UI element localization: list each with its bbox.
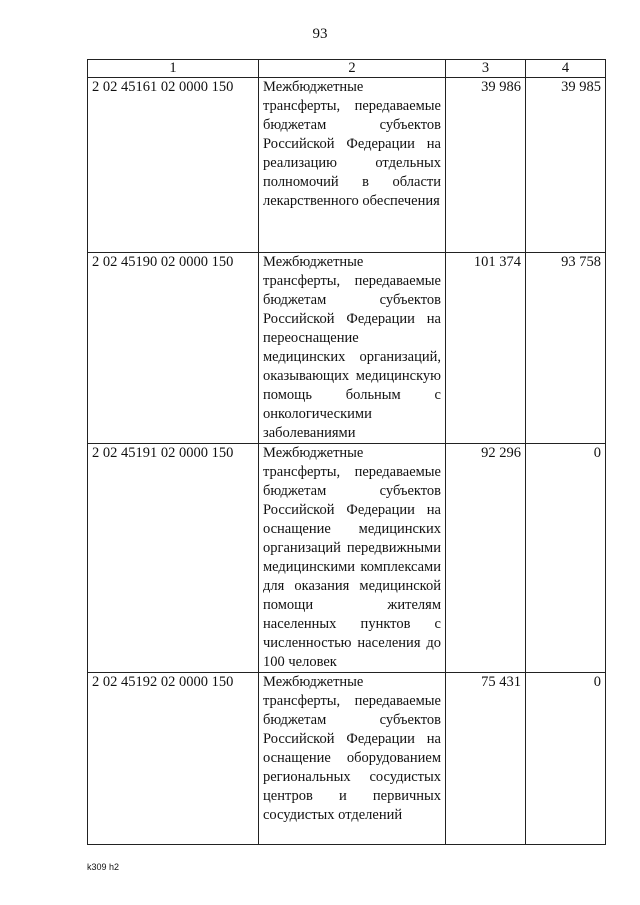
amount-col4: 0 [526,444,606,673]
table-row [88,253,606,444]
amount-col4: 0 [526,673,606,845]
table-header-row [88,60,606,78]
budget-code: 2 02 45192 02 0000 150 [88,673,259,845]
budget-code: 2 02 45161 02 0000 150 [88,78,259,253]
page-number: 93 [312,26,328,42]
amount-col3: 39 986 [446,78,526,253]
budget-code: 2 02 45191 02 0000 150 [88,444,259,673]
table-row [88,444,606,673]
table-row [88,78,606,253]
row-description: Межбюджетные трансферты, передаваемые бюджетам субъектов Российской Федерации на оснащение оборудованием региональных сосудистых центров и первичных сосудистых отделений [259,673,446,845]
column-header-1: 1 [88,60,259,78]
budget-code: 2 02 45190 02 0000 150 [88,253,259,444]
amount-col4: 93 758 [526,253,606,444]
amount-col4: 39 985 [526,78,606,253]
budget-table [87,59,606,845]
row-description: Межбюджетные трансферты, передаваемые бюджетам субъектов Российской Федерации на переоснащение медицинских организаций, оказывающих медицинскую помощь больным с онкологическими заболеваниями [259,253,446,444]
row-description: Межбюджетные трансферты, передаваемые бюджетам субъектов Российской Федерации на реализацию отдельных полномочий в области лекарственного обеспечения [259,78,446,253]
footer-code: k309 h2 [87,862,120,872]
row-description: Межбюджетные трансферты, передаваемые бюджетам субъектов Российской Федерации на оснащение медицинских организаций передвижными медицинскими комплексами для оказания медицинской помощи жителям населенных пунктов с численностью населения до 100 человек [259,444,446,673]
table-row [88,673,606,845]
amount-col3: 75 431 [446,673,526,845]
column-header-4: 4 [526,60,606,78]
column-header-3: 3 [446,60,526,78]
amount-col3: 92 296 [446,444,526,673]
column-header-2: 2 [259,60,446,78]
amount-col3: 101 374 [446,253,526,444]
